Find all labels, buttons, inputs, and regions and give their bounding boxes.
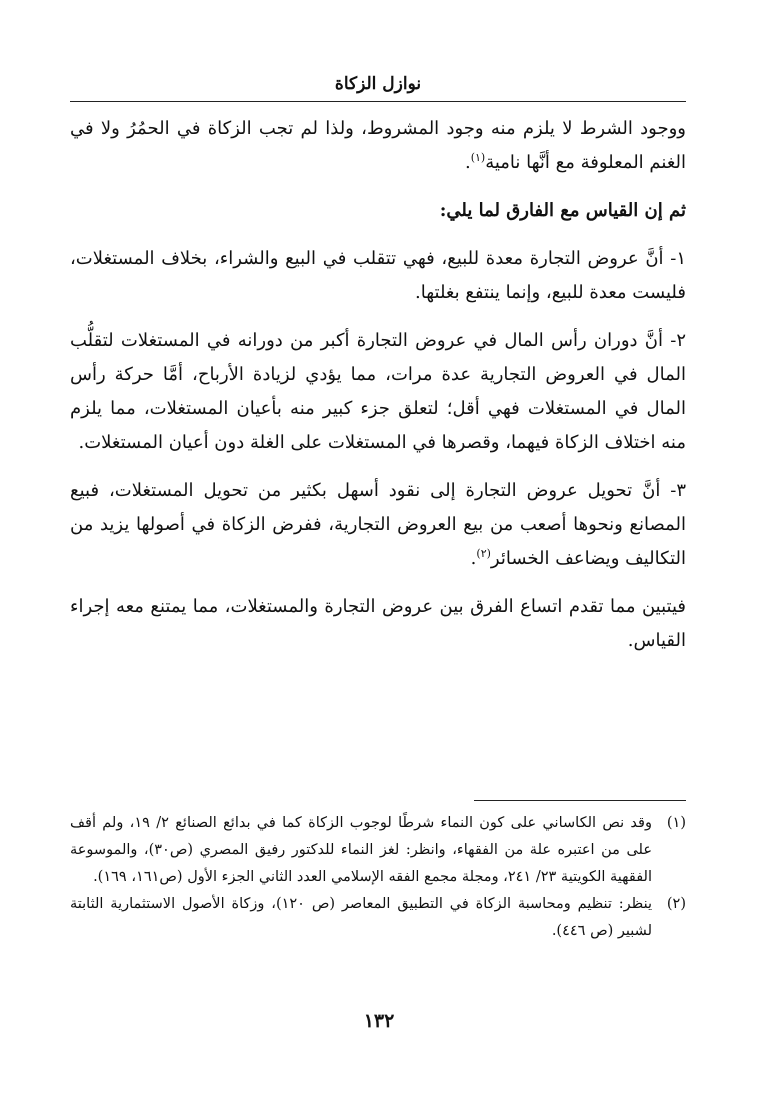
paragraph-text: ووجود الشرط لا يلزم منه وجود المشروط، ولذا لم تجب الزكاة في الحمُرُ ولا في الغنم المعلوفة مع أنَّها نامية	[70, 118, 686, 173]
main-text	[70, 112, 686, 672]
paragraph-1	[70, 112, 686, 180]
footnote-ref: (١)	[470, 151, 486, 164]
paragraph-conclusion: فيتبين مما تقدم اتساع الفرق بين عروض التجارة والمستغلات، مما يمتنع معه إجراء القياس.	[70, 596, 686, 651]
paragraph-end: .	[470, 548, 477, 569]
footnotes	[70, 810, 686, 945]
footnote-2	[70, 891, 686, 945]
footnote-1	[70, 810, 686, 891]
paragraph-point-3	[70, 474, 686, 576]
footnote-number: (١)	[666, 815, 686, 831]
paragraph-point-2: ٢- أنَّ دوران رأس المال في عروض التجارة أكبر من دورانه في المستغلات لتقلُّب المال في العروض التجارية عدة مرات، مما يؤدي لزيادة الأرباح، أمَّا حركة رأس المال في المستغلات فهي أقل؛ لتعلق جزء كبير منه بأعيان المستغلات، مما يلزم منه اختلاف الزكاة فيهما، وقصرها في المستغلات على الغلة دون أعيان المستغلات.	[70, 330, 686, 453]
footnote-divider	[474, 800, 686, 801]
page-number: ١٣٢	[363, 1010, 395, 1032]
header-divider	[70, 101, 686, 102]
paragraph-end: .	[464, 152, 471, 173]
footnote-ref: (٢)	[476, 547, 491, 560]
footnote-text: ينظر: تنظيم ومحاسبة الزكاة في التطبيق المعاصر (ص ١٢٠)، وزكاة الأصول الاستثمارية الثابتة لشبير (ص ٤٤٦).	[70, 896, 652, 939]
section-heading: ثم إن القياس مع الفارق لما يلي:	[439, 200, 686, 221]
running-header: نوازل الزكاة	[334, 74, 422, 94]
paragraph-point-1: ١- أنَّ عروض التجارة معدة للبيع، فهي تتقلب في البيع والشراء، بخلاف المستغلات، فليست معدة للبيع، وإنما ينتفع بغلتها.	[70, 248, 686, 303]
footnote-number: (٢)	[666, 896, 686, 912]
footnote-text: وقد نص الكاساني على كون النماء شرطًا لوجوب الزكاة كما في بدائع الصنائع ٢/ ١٩، ولم أقف على من اعتبره علة من الفقهاء، وانظر: لغز النماء للدكتور رفيق المصري (ص٣٠)، والموسوعة الفقهية الكويتية ٢٣/ ٢٤١، ومجلة مجمع الفقه الإسلامي العدد الثاني الجزء الأول (ص١٦١، ١٦٩).	[70, 815, 652, 885]
paragraph-text: ٣- أنَّ تحويل عروض التجارة إلى نقود أسهل بكثير من تحويل المستغلات، فبيع المصانع ونحوها أصعب من بيع العروض التجارية، ففرض الزكاة في أصولها يزيد من التكاليف ويضاعف الخسائر	[70, 480, 686, 569]
